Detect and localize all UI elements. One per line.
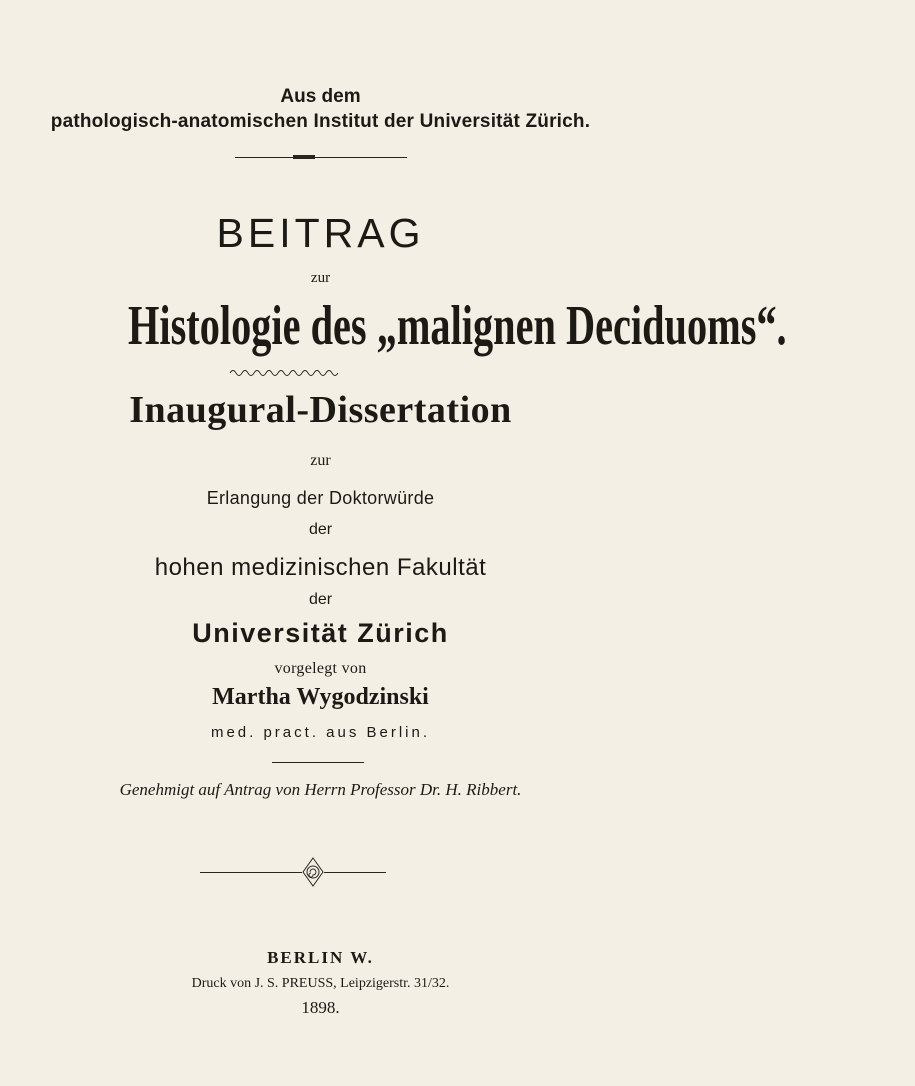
- header-line-1: Aus dem: [280, 86, 361, 107]
- der-line-2: der: [308, 591, 333, 608]
- imprint-city: BERLIN W.: [267, 948, 374, 967]
- main-title: [0, 294, 787, 358]
- dissertation-heading: Inaugural-Dissertation: [129, 389, 512, 431]
- zur-line-2: zur: [310, 452, 331, 469]
- wavy-line-ornament: [230, 368, 340, 378]
- main-title-text: Histologie des „malignen Deciduoms“.: [128, 295, 787, 357]
- author-detail: med. pract. aus Berlin.: [210, 724, 431, 741]
- faculty-line: hohen medizinischen Fakultät: [154, 554, 487, 581]
- erlangung-line: Erlangung der Doktorwürde: [206, 488, 435, 508]
- university-line: Universität Zürich: [192, 618, 449, 648]
- separator-rule: [272, 762, 364, 763]
- beitrag-heading: BEITRAG: [216, 210, 425, 256]
- zur-line-1: zur: [310, 270, 331, 286]
- approval-line: Genehmigt auf Antrag von Herrn Professor Dr. H. Ribbert.: [119, 780, 522, 799]
- imprint-year: 1898.: [301, 998, 340, 1017]
- imprint-printer: Druck von J. S. PREUSS, Leipzigerstr. 31/32.: [191, 976, 450, 991]
- spiral-emblem-icon: [301, 857, 325, 889]
- vorgelegt-line: vorgelegt von: [274, 660, 367, 677]
- der-line-1: der: [308, 521, 333, 538]
- author-name: Martha Wygodzinski: [212, 684, 429, 710]
- institute-line: pathologisch-anatomischen Institut der Universität Zürich.: [50, 111, 591, 132]
